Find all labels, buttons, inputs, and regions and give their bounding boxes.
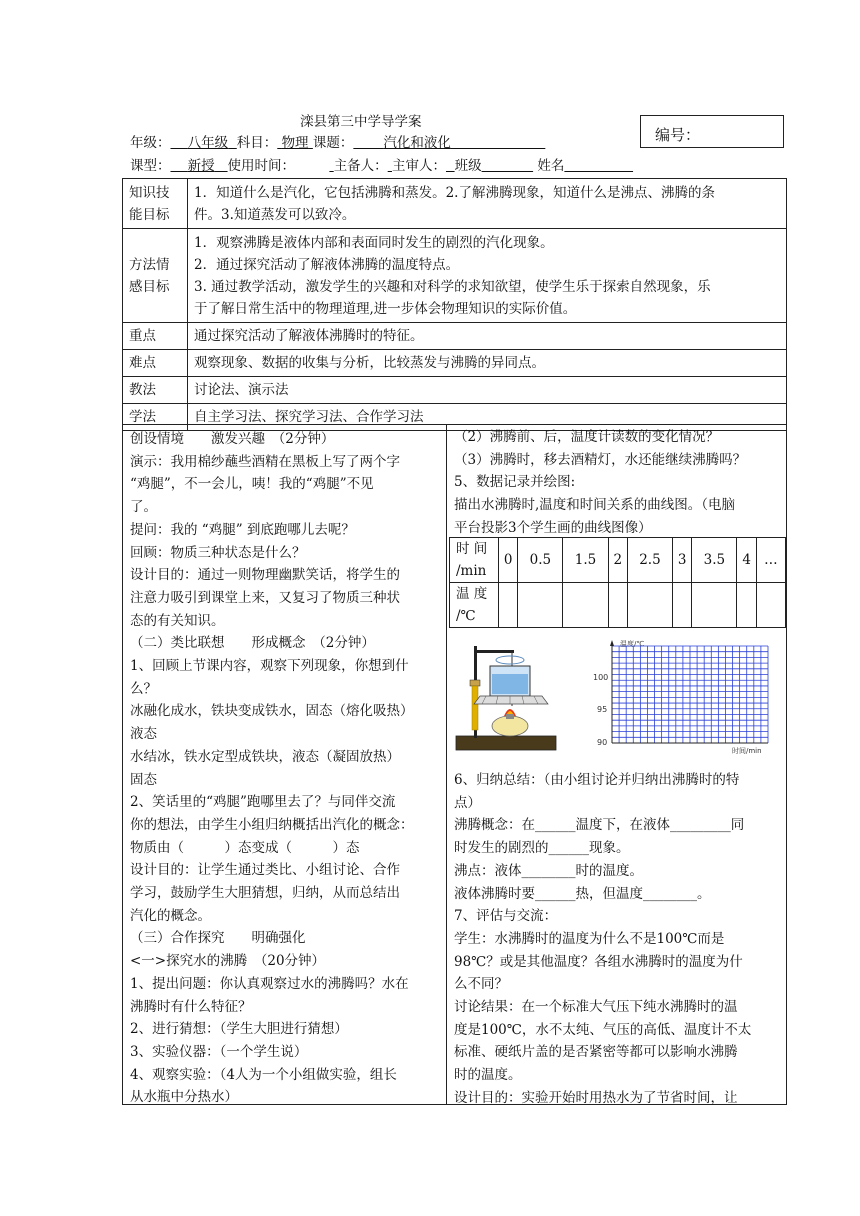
text-line: 了。 <box>130 499 157 516</box>
text-line: 4、观察实验：（4人为一个小组做实验，组长 <box>130 1066 397 1083</box>
topic-value: 汽化和液化 <box>383 135 451 151</box>
time-cell: 3 <box>673 538 692 583</box>
temp-cell <box>673 583 692 628</box>
number-box <box>640 115 784 148</box>
text-line: （二）类比联想 形成概念 （2分钟） <box>130 635 375 652</box>
y-axis-arrow-icon <box>610 640 614 646</box>
text-line: 3、实验仪器：（一个学生说） <box>130 1043 308 1060</box>
left-column <box>130 428 442 1109</box>
temp-cell <box>692 583 737 628</box>
text-line: 98℃？或是其他温度？各组水沸腾时的温度为什 <box>454 953 743 970</box>
school-title: 滦县第三中学导学案 <box>300 114 422 130</box>
text-line: （3）沸腾时，移去酒精灯，水还能继续沸腾吗？ <box>454 451 747 468</box>
text-line: 标准、硬纸片盖的是否紧密等都可以影响水沸腾 <box>454 1044 738 1061</box>
objectives-table <box>122 178 787 431</box>
row-content: 通过探究活动了解液体沸腾时的特征。 <box>188 323 787 350</box>
row-label: 知识技 能目标 <box>123 179 188 229</box>
text-line: 学习，鼓励学生大胆猜想，归纳，从而总结出 <box>130 885 400 902</box>
row-content: 自主学习法、探究学习法、合作学习法 <box>188 404 787 431</box>
time-cell: 0.5 <box>518 538 563 583</box>
data-record-table <box>449 537 786 628</box>
temp-cell <box>627 583 672 628</box>
text-line: （三）合作探究 明确强化 <box>130 930 306 947</box>
grade-value: 八年级 <box>187 135 229 151</box>
text-line: （2）沸腾前、后，温度计读数的变化情况？ <box>454 429 720 445</box>
row-label: 难点 <box>123 350 188 377</box>
subject-label: 科目： <box>236 135 278 151</box>
text-line: 点） <box>454 794 481 811</box>
text-line: 液体沸腾时要______热，但温度________。 <box>454 885 711 902</box>
text-line: 水结冰，铁水定型成铁块，液态（凝固放热） <box>130 748 400 765</box>
time-cell: … <box>756 538 785 583</box>
text-line: 固态 <box>130 771 157 788</box>
type-label: 课型： <box>130 158 171 174</box>
text-line: 沸腾概念：在______温度下，在液体_________同 <box>454 817 745 834</box>
text-line: 从水瓶中分热水） <box>130 1089 238 1106</box>
row-content: 讨论法、演示法 <box>188 377 787 404</box>
graph-y-label: 温度/℃ <box>620 640 645 648</box>
table-row <box>450 538 786 583</box>
row-label: 教法 <box>123 377 188 404</box>
text-line: “鸡腿”，不一会儿，咦！我的“鸡腿”不见 <box>130 476 374 493</box>
table-row <box>123 323 787 350</box>
table-row <box>123 350 787 377</box>
row-label: 方法情 感目标 <box>123 229 188 323</box>
time-cell: 2 <box>608 538 627 583</box>
temp-cell <box>608 583 627 628</box>
reviewer-label: 主审人： <box>391 158 446 174</box>
temp-cell <box>563 583 608 628</box>
time-cell: 1.5 <box>563 538 608 583</box>
temp-cell <box>499 583 518 628</box>
text-line: 6、归纳总结：（由小组讨论并归纳出沸腾时的特 <box>454 772 740 788</box>
text-line: <一>探究水的沸腾 （20分钟） <box>130 953 326 970</box>
row-content: 1．观察沸腾是液体内部和表面同时发生的剧烈的汽化现象。 2．通过探究活动了解液体沸腾的温度特点。 3. 通过教学活动，激发学生的兴趣和对科学的求知欲望，使学生乐于探索自然现象，乐 于了解日常生活中的物理道理,进一步体会物理知识的实际价值。 <box>188 229 787 323</box>
text-line: 态的有关知识。 <box>130 612 225 629</box>
text-line: 物质由（ ）态变成（ ）态 <box>130 839 360 856</box>
grade-label: 年级： <box>130 135 171 151</box>
text-line: 时发生的剧烈的______现象。 <box>454 840 630 857</box>
text-line: 注意力吸引到课堂上来，又复习了物质三种状 <box>130 589 400 606</box>
right-column-top <box>454 426 782 540</box>
text-line: 设计目的：让学生通过类比、小组讨论、合作 <box>130 862 400 879</box>
text-line: 5、数据记录并绘图: <box>454 474 576 491</box>
time-cell: 2.5 <box>627 538 672 583</box>
table-row <box>123 179 787 229</box>
table-row <box>123 229 787 323</box>
text-line: 沸腾时有什么特征？ <box>130 998 252 1015</box>
time-header: 时 间 /min <box>450 538 499 583</box>
text-line: 提问：我的 “鸡腿” 到底跑哪儿去呢？ <box>130 521 355 538</box>
header-line-1: 年级： 八年级 科目： 物理 课题： 汽化和液化 <box>130 135 451 151</box>
row-label: 重点 <box>123 323 188 350</box>
row-content: 观察现象、数据的收集与分析，比较蒸发与沸腾的异同点。 <box>188 350 787 377</box>
y-tick-label: 100 <box>593 673 609 682</box>
temperature-graph <box>590 636 775 758</box>
time-cell: 3.5 <box>692 538 737 583</box>
text-line: 汽化的概念。 <box>130 907 211 924</box>
row-label: 学法 <box>123 404 188 431</box>
text-line: 沸点：液体________时的温度。 <box>454 862 643 879</box>
text-line: 设计目的：实验开始时用热水为了节省时间，让 <box>454 1089 738 1106</box>
header-line-2 <box>130 154 633 174</box>
text-line: 7、评估与交流： <box>454 908 558 925</box>
text-line: 2、笑话里的“鸡腿”跑哪里去了？与同伴交流 <box>130 794 396 811</box>
preparer-label: 主备人： <box>333 158 388 174</box>
temp-cell <box>756 583 785 628</box>
time-cell: 4 <box>737 538 756 583</box>
text-line: 么？ <box>130 680 157 697</box>
type-value: 新授 <box>187 158 215 174</box>
text-line: 时的温度。 <box>454 1067 522 1084</box>
name-label: 姓名 <box>537 158 565 174</box>
text-line: 液态 <box>130 726 157 743</box>
subject-value: 物理 <box>281 135 309 151</box>
text-line: 讨论结果：在一个标准大气压下纯水沸腾时的温 <box>454 999 738 1016</box>
text-line: 度是100℃，水不太纯、气压的高低、温度计不太 <box>454 1021 752 1038</box>
temp-cell <box>518 583 563 628</box>
text-line: 1、回顾上节课内容，观察下列现象，你想到什 <box>130 658 409 675</box>
text-line: 平台投影3个学生画的曲线图像） <box>454 519 652 536</box>
column-divider <box>446 424 447 1105</box>
text-line: 设计目的：通过一则物理幽默笑话，将学生的 <box>130 567 400 584</box>
text-line: 描出水沸腾时,温度和时间关系的曲线图。（电脑 <box>454 497 736 514</box>
text-line: 你的想法，由学生小组归纳概括出汽化的概念： <box>130 816 414 833</box>
number-label: 编号： <box>655 126 701 144</box>
y-tick-label: 90 <box>597 738 608 747</box>
text-line: 学生：水沸腾时的温度为什么不是100℃而是 <box>454 930 725 947</box>
right-column-bottom <box>454 769 782 1110</box>
row-content: 1．知道什么是汽化，它包括沸腾和蒸发。2.了解沸腾现象，知道什么是沸点、沸腾的条 件。3.知道蒸发可以致冷。 <box>188 179 787 229</box>
text-line: 创设情境 激发兴趣 （2分钟） <box>130 431 335 447</box>
graph-x-label: 时间/min <box>732 747 762 755</box>
temp-cell <box>737 583 756 628</box>
time-cell: 0 <box>499 538 518 583</box>
text-line: 回顾：物质三种状态是什么？ <box>130 544 306 561</box>
y-tick-label: 95 <box>597 705 608 714</box>
class-label: 班级 <box>454 158 482 174</box>
graph-grid <box>612 646 768 743</box>
text-line: 么不同？ <box>454 976 508 993</box>
boiling-apparatus-illustration <box>452 640 562 758</box>
text-line: 1、提出问题：你认真观察过水的沸腾吗？水在 <box>130 975 409 992</box>
text-line: 冰融化成水，铁块变成铁水，固态（熔化吸热） <box>130 703 414 720</box>
table-row <box>450 583 786 628</box>
table-row <box>123 377 787 404</box>
text-line: 演示：我用棉纱蘸些酒精在黑板上写了两个字 <box>130 453 400 470</box>
text-line: 2、进行猜想：（学生大胆进行猜想） <box>130 1021 348 1038</box>
time-label: 使用时间： <box>227 158 296 174</box>
temp-header: 温 度 /℃ <box>450 583 499 628</box>
